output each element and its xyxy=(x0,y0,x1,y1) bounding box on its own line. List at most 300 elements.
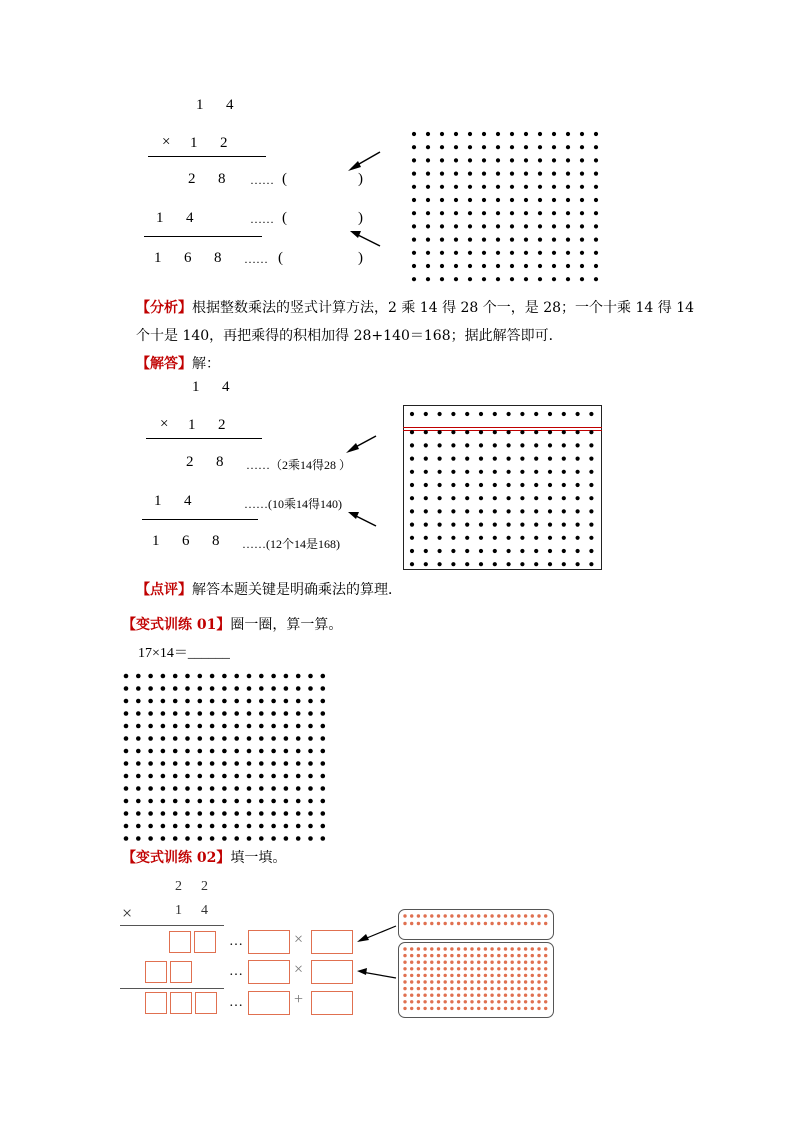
dot xyxy=(484,994,487,997)
dot xyxy=(531,947,534,950)
dot xyxy=(437,922,440,925)
paren-close: ) xyxy=(358,210,363,226)
dot xyxy=(437,980,440,983)
times-op: × xyxy=(294,961,304,978)
dot xyxy=(423,954,426,957)
dot xyxy=(531,1000,534,1003)
dot xyxy=(437,967,440,970)
dot xyxy=(544,947,547,950)
dot xyxy=(484,967,487,970)
dot xyxy=(497,922,500,925)
dot xyxy=(430,967,433,970)
dot xyxy=(477,947,480,950)
dot xyxy=(403,954,406,957)
dot xyxy=(410,974,413,977)
dot xyxy=(524,914,527,917)
dot xyxy=(477,967,480,970)
partial1-digit: 2 xyxy=(188,171,196,187)
dot xyxy=(531,922,534,925)
dot xyxy=(457,987,460,990)
dot xyxy=(531,1007,534,1010)
dot xyxy=(410,914,413,917)
dot xyxy=(504,980,507,983)
dot xyxy=(464,954,467,957)
dot xyxy=(464,961,467,964)
dot xyxy=(477,1007,480,1010)
dot xyxy=(531,987,534,990)
dot xyxy=(490,967,493,970)
dot xyxy=(511,914,514,917)
dot xyxy=(511,954,514,957)
dot xyxy=(497,974,500,977)
dot xyxy=(457,961,460,964)
partial2-digit: 4 xyxy=(186,210,194,226)
dot xyxy=(537,1007,540,1010)
note2: ……(10乘14得140) xyxy=(244,497,342,511)
dot xyxy=(403,994,406,997)
dot xyxy=(410,967,413,970)
dot xyxy=(511,1000,514,1003)
dot xyxy=(403,980,406,983)
dot xyxy=(511,987,514,990)
dot xyxy=(511,994,514,997)
dot xyxy=(403,914,406,917)
times-sign: × xyxy=(162,134,171,150)
dot xyxy=(531,994,534,997)
paren-open: ( xyxy=(282,210,287,226)
dot xyxy=(531,967,534,970)
dot xyxy=(410,1000,413,1003)
dot xyxy=(430,980,433,983)
dot xyxy=(444,914,447,917)
dot xyxy=(537,961,540,964)
dot xyxy=(457,994,460,997)
dot xyxy=(517,987,520,990)
dot xyxy=(444,1000,447,1003)
dot xyxy=(403,987,406,990)
dot xyxy=(484,974,487,977)
dot xyxy=(430,914,433,917)
dot xyxy=(444,980,447,983)
dot xyxy=(484,914,487,917)
dot xyxy=(484,1000,487,1003)
dot xyxy=(537,914,540,917)
dot xyxy=(484,947,487,950)
dot xyxy=(537,974,540,977)
dot xyxy=(524,922,527,925)
comment-tag: 【点评】 xyxy=(136,582,192,598)
dot xyxy=(477,961,480,964)
dots: …… xyxy=(250,173,274,187)
note1: ……（2乘14得28 ） xyxy=(246,458,352,472)
paren-close: ) xyxy=(358,171,363,187)
dot xyxy=(444,961,447,964)
dot xyxy=(470,914,473,917)
partial1-digit: 8 xyxy=(218,171,226,187)
dot xyxy=(517,914,520,917)
dot xyxy=(477,974,480,977)
dot xyxy=(417,994,420,997)
top-digit: 2 xyxy=(175,879,182,894)
dot xyxy=(464,974,467,977)
dot xyxy=(410,987,413,990)
dot xyxy=(437,947,440,950)
times-op: × xyxy=(294,931,304,948)
dot xyxy=(457,1007,460,1010)
dot xyxy=(524,961,527,964)
dot xyxy=(464,967,467,970)
dot xyxy=(430,947,433,950)
dot xyxy=(484,961,487,964)
dot xyxy=(490,914,493,917)
dot xyxy=(504,987,507,990)
paren-close: ) xyxy=(358,250,363,266)
dot xyxy=(477,994,480,997)
paren-open: ( xyxy=(282,171,287,187)
dot xyxy=(430,974,433,977)
dots: … xyxy=(229,964,243,979)
dot xyxy=(484,1007,487,1010)
dot xyxy=(450,947,453,950)
dot xyxy=(497,1007,500,1010)
dot xyxy=(470,1007,473,1010)
dot xyxy=(504,954,507,957)
variant1-text: 圈一圈，算一算。 xyxy=(230,617,343,633)
dot xyxy=(457,967,460,970)
dot xyxy=(444,947,447,950)
dot xyxy=(430,987,433,990)
dot xyxy=(430,1007,433,1010)
dot xyxy=(464,1007,467,1010)
dot xyxy=(544,974,547,977)
dot xyxy=(490,947,493,950)
result-digit: 8 xyxy=(214,250,222,266)
dot xyxy=(403,922,406,925)
paren-open: ( xyxy=(278,250,283,266)
dot xyxy=(464,914,467,917)
dot xyxy=(430,954,433,957)
dot xyxy=(544,1000,547,1003)
variant2-tag: 【变式训练 02】 xyxy=(122,850,231,866)
dot xyxy=(457,947,460,950)
dot xyxy=(544,914,547,917)
result-digit: 6 xyxy=(184,250,192,266)
dot xyxy=(403,974,406,977)
dot xyxy=(504,1007,507,1010)
dot xyxy=(417,1000,420,1003)
dot xyxy=(504,922,507,925)
dot xyxy=(444,922,447,925)
dot xyxy=(457,914,460,917)
dot xyxy=(470,980,473,983)
dot xyxy=(537,1000,540,1003)
dot xyxy=(457,922,460,925)
partial2-digit: 1 xyxy=(154,493,162,509)
dot xyxy=(490,974,493,977)
dot xyxy=(504,967,507,970)
dot xyxy=(410,961,413,964)
dot xyxy=(423,961,426,964)
dot xyxy=(437,1007,440,1010)
dot xyxy=(450,922,453,925)
dot xyxy=(457,980,460,983)
dot xyxy=(544,967,547,970)
dot xyxy=(444,954,447,957)
dot xyxy=(490,987,493,990)
dot xyxy=(437,987,440,990)
dot xyxy=(497,987,500,990)
dot xyxy=(437,914,440,917)
dot xyxy=(490,922,493,925)
dot xyxy=(544,987,547,990)
dot xyxy=(417,914,420,917)
dot xyxy=(537,980,540,983)
dot xyxy=(477,954,480,957)
dot xyxy=(450,914,453,917)
dots: …… xyxy=(250,212,274,226)
times-sign: × xyxy=(122,903,133,923)
dot xyxy=(497,994,500,997)
dot xyxy=(444,967,447,970)
equation-text: 17×14＝ xyxy=(138,646,188,661)
dot xyxy=(423,980,426,983)
dot xyxy=(457,974,460,977)
dot xyxy=(490,1000,493,1003)
dot xyxy=(490,954,493,957)
dot xyxy=(504,974,507,977)
dot xyxy=(484,980,487,983)
dot xyxy=(464,947,467,950)
partial2-digit: 1 xyxy=(156,210,164,226)
partial1-digit: 2 xyxy=(186,454,194,470)
dot xyxy=(531,914,534,917)
dot xyxy=(470,967,473,970)
dot xyxy=(524,980,527,983)
dot xyxy=(403,961,406,964)
dot xyxy=(544,954,547,957)
dot xyxy=(544,961,547,964)
dot xyxy=(511,961,514,964)
dot xyxy=(464,1000,467,1003)
dot xyxy=(497,954,500,957)
dot xyxy=(450,1007,453,1010)
dot xyxy=(464,987,467,990)
bottom-digit: 1 xyxy=(190,135,198,151)
dot xyxy=(450,974,453,977)
dot xyxy=(457,954,460,957)
dot xyxy=(504,914,507,917)
dot xyxy=(423,974,426,977)
dot xyxy=(437,1000,440,1003)
dot xyxy=(417,961,420,964)
answer-blank[interactable]: ______ xyxy=(187,646,230,661)
dot xyxy=(511,947,514,950)
dot xyxy=(403,967,406,970)
dot xyxy=(430,961,433,964)
dot xyxy=(490,961,493,964)
bottom-digit: 1 xyxy=(188,417,196,433)
result-digit: 8 xyxy=(212,533,220,549)
dot xyxy=(524,987,527,990)
dot xyxy=(524,967,527,970)
dots: … xyxy=(229,934,243,949)
dot xyxy=(470,987,473,990)
dot xyxy=(517,980,520,983)
dot xyxy=(464,980,467,983)
dot xyxy=(470,961,473,964)
dot xyxy=(417,947,420,950)
dot xyxy=(477,922,480,925)
dot xyxy=(531,974,534,977)
partial1-digit: 8 xyxy=(216,454,224,470)
dot xyxy=(531,980,534,983)
dot xyxy=(423,967,426,970)
dot xyxy=(504,947,507,950)
dot xyxy=(430,1000,433,1003)
dot xyxy=(517,974,520,977)
dot xyxy=(444,974,447,977)
dot xyxy=(517,954,520,957)
dot xyxy=(524,1007,527,1010)
dot xyxy=(524,994,527,997)
dot xyxy=(437,961,440,964)
dot xyxy=(524,974,527,977)
dot xyxy=(544,980,547,983)
answer-tag: 【解答】 xyxy=(136,356,192,372)
dot xyxy=(490,994,493,997)
bottom-digit: 2 xyxy=(220,135,228,151)
dot xyxy=(444,987,447,990)
analysis-line2: 个十是 140，再把乘得的积相加得 28+140＝168；据此解答即可． xyxy=(136,328,563,344)
dot xyxy=(464,922,467,925)
dot xyxy=(430,922,433,925)
dot xyxy=(497,1000,500,1003)
top-digit: 4 xyxy=(222,379,230,395)
dot xyxy=(417,1007,420,1010)
dot xyxy=(511,967,514,970)
dot xyxy=(477,1000,480,1003)
dot xyxy=(484,954,487,957)
dot xyxy=(423,1007,426,1010)
dots: … xyxy=(229,995,243,1010)
dot xyxy=(470,954,473,957)
comment-text: 解答本题关键是明确乘法的算理． xyxy=(192,582,402,598)
dot xyxy=(450,1000,453,1003)
dot xyxy=(410,947,413,950)
dot xyxy=(457,1000,460,1003)
dot xyxy=(537,994,540,997)
dot xyxy=(470,922,473,925)
variant2-text: 填一填。 xyxy=(230,850,287,866)
dot xyxy=(410,954,413,957)
dot xyxy=(423,914,426,917)
dot xyxy=(450,967,453,970)
dot xyxy=(450,980,453,983)
dot xyxy=(403,947,406,950)
dot xyxy=(511,922,514,925)
dots: …… xyxy=(244,252,268,266)
dot xyxy=(490,1007,493,1010)
dot xyxy=(417,987,420,990)
answer-label: 解： xyxy=(192,356,220,372)
dot xyxy=(517,994,520,997)
dot xyxy=(497,947,500,950)
dot xyxy=(517,1000,520,1003)
dot xyxy=(417,980,420,983)
dot xyxy=(423,987,426,990)
dot xyxy=(470,1000,473,1003)
dot xyxy=(504,961,507,964)
result-digit: 6 xyxy=(182,533,190,549)
bottom-digit: 1 xyxy=(175,903,182,918)
analysis-tag: 【分析】 xyxy=(136,300,192,316)
top-digit: 1 xyxy=(196,97,204,113)
dot xyxy=(450,954,453,957)
dot xyxy=(531,961,534,964)
dot xyxy=(410,994,413,997)
dot xyxy=(417,922,420,925)
dot xyxy=(504,994,507,997)
dot xyxy=(477,914,480,917)
dot xyxy=(417,967,420,970)
dot xyxy=(504,1000,507,1003)
dot xyxy=(477,987,480,990)
dot xyxy=(524,947,527,950)
dot xyxy=(470,994,473,997)
dot xyxy=(544,922,547,925)
dot xyxy=(531,954,534,957)
plus-op: + xyxy=(294,991,304,1008)
dot xyxy=(517,922,520,925)
dot xyxy=(517,1007,520,1010)
variant1-tag: 【变式训练 01】 xyxy=(122,617,231,633)
dot xyxy=(417,954,420,957)
dot xyxy=(537,922,540,925)
dot xyxy=(437,974,440,977)
times-sign: × xyxy=(160,416,169,432)
dot xyxy=(470,947,473,950)
dot xyxy=(544,994,547,997)
dot xyxy=(417,974,420,977)
dot xyxy=(444,1007,447,1010)
dot xyxy=(484,922,487,925)
dot xyxy=(470,974,473,977)
dot xyxy=(437,954,440,957)
dot xyxy=(403,1007,406,1010)
dot xyxy=(511,1007,514,1010)
top-digit: 1 xyxy=(192,379,200,395)
dot xyxy=(477,980,480,983)
dot xyxy=(511,974,514,977)
dot xyxy=(517,967,520,970)
dot xyxy=(410,980,413,983)
dot xyxy=(490,980,493,983)
top-digit: 2 xyxy=(201,879,208,894)
note3: ……(12个14是168) xyxy=(242,537,340,551)
dot xyxy=(410,922,413,925)
dot xyxy=(403,1000,406,1003)
dot xyxy=(437,994,440,997)
dot xyxy=(430,994,433,997)
dot xyxy=(423,1000,426,1003)
dot xyxy=(423,922,426,925)
dot xyxy=(524,1000,527,1003)
analysis-text: 根据整数乘法的竖式计算方法，2 乘 14 得 28 个一，是 28；一个十乘 14 得 14 xyxy=(192,300,695,316)
dot xyxy=(423,994,426,997)
dot xyxy=(537,987,540,990)
partial2-digit: 4 xyxy=(184,493,192,509)
dot xyxy=(537,967,540,970)
